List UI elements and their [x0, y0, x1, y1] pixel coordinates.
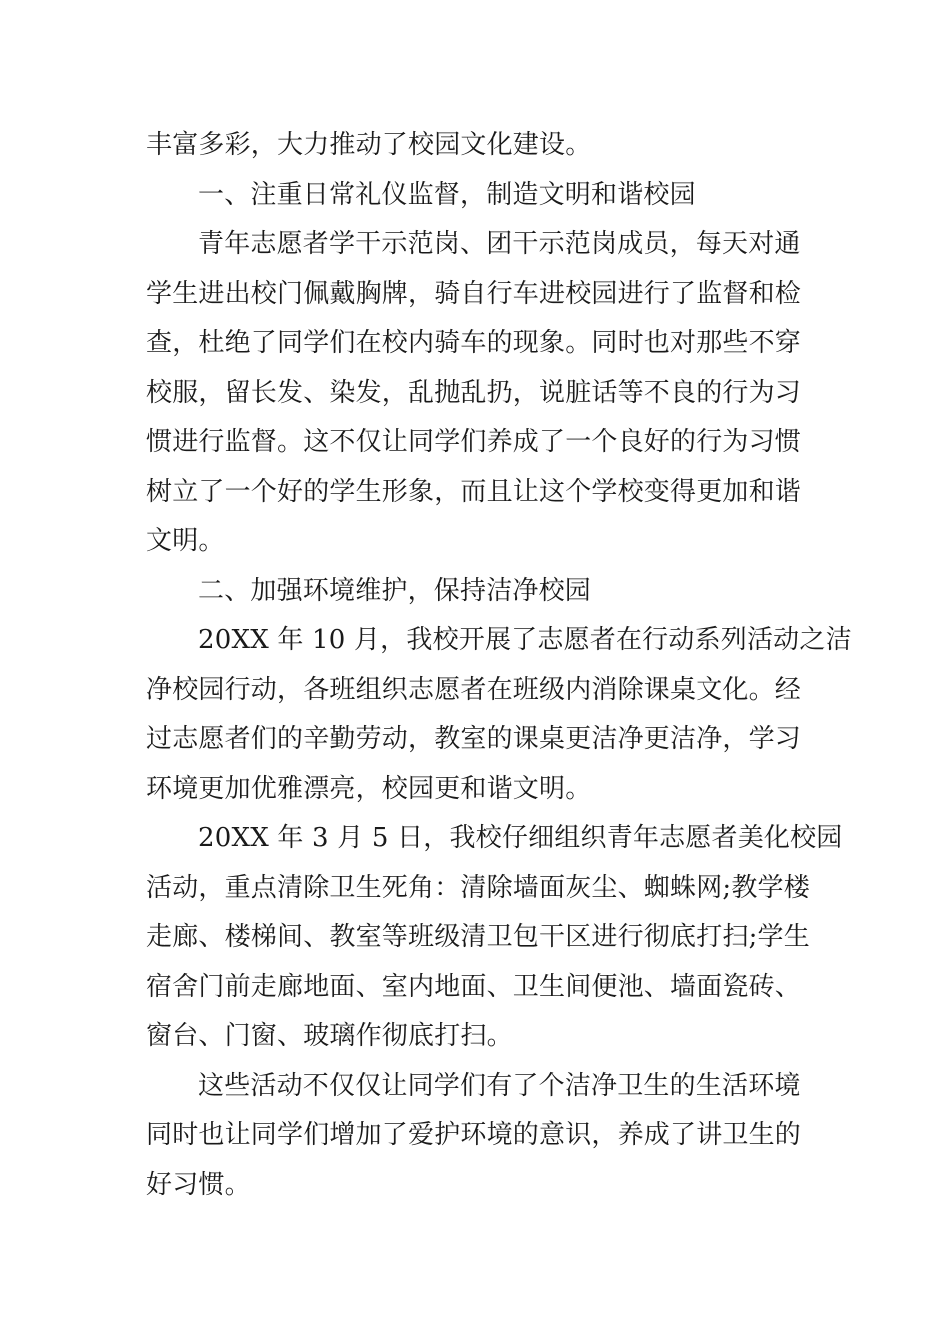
section-heading-1: 一、注重日常礼仪监督，制造文明和谐校园: [198, 179, 696, 210]
text-line: 同时也让同学们增加了爱护环境的意识，养成了讲卫生的: [146, 1120, 802, 1150]
text-line: 净校园行动，各班组织志愿者在班级内消除课桌文化。经: [146, 674, 802, 705]
text-line: 过志愿者们的辛勤劳动，教室的课桌更洁净更洁净，学习: [146, 724, 802, 754]
text-line: 惯进行监督。这不仅让同学们养成了一个良好的行为习惯: [146, 427, 802, 457]
text-line: 20XX 年 10 月，我校开展了志愿者在行动系列活动之洁: [198, 625, 852, 655]
text-line: 青年志愿者学干示范岗、团干示范岗成员，每天对通: [198, 229, 801, 259]
body-text: [146, 121, 852, 1210]
text-line: 学生进出校门佩戴胸牌，骑自行车进校园进行了监督和检: [146, 278, 802, 309]
text-line: 文明。: [146, 526, 225, 556]
text-line: 环境更加优雅漂亮，校园更和谐文明。: [146, 773, 592, 804]
text-line: 这些活动不仅仅让同学们有了个洁净卫生的生活环境: [198, 1070, 801, 1101]
text-line: 走廊、楼梯间、教室等班级清卫包干区进行彻底打扫;学生: [146, 922, 810, 952]
section-heading-2: 二、加强环境维护，保持洁净校园: [198, 575, 592, 606]
text-line: 丰富多彩，大力推动了校园文化建设。: [146, 130, 592, 160]
text-line: 好习惯。: [146, 1169, 251, 1200]
text-line: 校服，留长发、染发，乱抛乱扔，说脏话等不良的行为习: [146, 377, 802, 408]
text-line: 20XX 年 3 月 5 日，我校仔细组织青年志愿者美化校园: [198, 823, 843, 853]
text-line: 窗台、门窗、玻璃作彻底打扫。: [146, 1021, 513, 1051]
text-line: 宿舍门前走廊地面、室内地面、卫生间便池、墙面瓷砖、: [146, 971, 802, 1002]
text-line: 树立了一个好的学生形象，而且让这个学校变得更加和谐: [146, 476, 802, 507]
text-line: 活动，重点清除卫生死角：清除墙面灰尘、蜘蛛网;教学楼: [146, 872, 810, 903]
text-line: 查，杜绝了同学们在校内骑车的现象。同时也对那些不穿: [146, 328, 802, 358]
